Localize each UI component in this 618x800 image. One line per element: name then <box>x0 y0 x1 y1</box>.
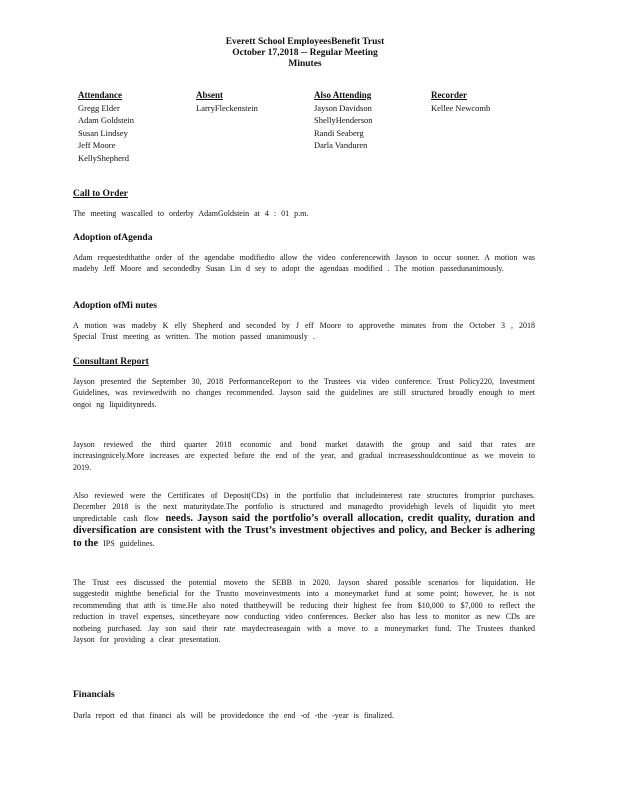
attendee-name: Susan Lindsey <box>78 127 128 138</box>
attendee-name: Jeff Moore <box>78 140 116 150</box>
title-line-1: Everett School EmployeesBenefit Trust <box>225 37 385 47</box>
adoption-agenda-heading: Adoption ofAgenda <box>73 233 153 243</box>
guest-name: Jayson Davidson <box>314 102 372 113</box>
attendance-heading: Attendance <box>78 90 122 100</box>
document-title <box>150 37 460 70</box>
absent-name: LarryFleckenstein <box>196 102 258 113</box>
adoption-agenda-text: Adam requestedthatthe order of the agendabe modifiedto allow the video conferencewith Jayson to occur sooner. A motion was madeby Jeff Moore and secondedby Susan Lin d sey to adopt the agendaas modified . The motion passedunanimously. <box>73 253 535 274</box>
guest-name: ShellyHenderson <box>314 115 373 125</box>
attendee-name: Adam Goldstein <box>78 115 134 125</box>
consultant-report-p3-b: needs. Jayson said the portfolio’s overall allocation, credit quality, duration and diversification are consistent with the Trust’s investment objectives and policy, and Becker is adhering to the <box>73 512 535 549</box>
absent-heading: Absent <box>196 90 224 100</box>
consultant-report-p4: The Trust ees discussed the potential moveto the SEBB in 2020. Jayson shared possible scenarios for liquidation. He suggestedit mightbe beneficial for the Trustto moveinvestments into a moneymarket fund at some point; however, he is not recommending that atth is time.He also noted thattheywill be reducing their highest fee from $10,000 to $7,000 to reflect the reduction in travel expenses, sincetheyare now conducting video conferences. Becker also has less to monitor as new CDs are notbeing purchased. Jay son said their rate maydecreaseagain with a move to a moneymarket fund. The Trustees thanked Jayson for providing a clear presentation. <box>73 578 535 645</box>
call-to-order-text: The meeting wascalled to orderby AdamGoldstein at 4 : 01 p.m. <box>73 209 309 218</box>
consultant-report-p3-a: Also reviewed were the Certificates of Deposit(CDs) in the portfolio that includeinterest rate structures fromprior purchases. December 2018 is the next maturitydate.The portfolio is structured and managedto providehigh levels of liquidit yto meet unpredictable cash flow <box>73 491 535 523</box>
consultant-report-p3-c: IPS guidelines. <box>103 538 155 548</box>
consultant-report-heading: Consultant Report <box>73 357 149 367</box>
adoption-minutes-text: A motion was madeby K elly Shepherd and seconded by J eff Moore to approvethe minutes from the October 3 , 2018 Special Trust meeting as written. The motion passed unanimously . <box>73 321 535 342</box>
consultant-report-p3 <box>73 490 535 550</box>
financials-text: Darla report ed that financi als will be providedonce the end -of -the -year is finalized. <box>73 711 394 720</box>
consultant-report-p1: Jayson presented the September 30, 2018 PerformanceReport to the Trustees via video conference. Trust Policy220, Investment Guidelines, was reviewedwith no changes recommended. Jayson said the guidelines are still structured broadly enough to meet ongoi ng liquidityneeds. <box>73 377 535 409</box>
financials-heading: Financials <box>73 690 115 700</box>
attendee-name: KellyShepherd <box>78 152 129 163</box>
adoption-minutes-heading: Adoption ofMi nutes <box>73 301 157 311</box>
recorder-heading: Recorder <box>431 90 467 100</box>
guest-name: Randi Seaberg <box>314 127 364 138</box>
also-attending-column <box>314 89 398 152</box>
call-to-order-heading: Call to Order <box>73 189 128 199</box>
attendance-column <box>78 89 142 164</box>
guest-name: Darla Vanduren <box>314 140 368 150</box>
attendee-name: Gregg Elder <box>78 102 120 113</box>
title-line-2: October 17,2018 -- Regular Meeting <box>232 48 378 58</box>
recorder-column <box>431 89 501 114</box>
title-line-3: Minutes <box>288 59 322 69</box>
recorder-name: Kellee Newcomb <box>431 102 491 113</box>
absent-column <box>196 89 260 114</box>
consultant-report-p2: Jayson reviewed the third quarter 2018 economic and bond market datawith the group and said that rates are increasingnicely.More increases are expected before the end of the year, and gradual increasesshouldcontinue as we movein to 2019. <box>73 440 535 472</box>
also-attending-heading: Also Attending <box>314 90 372 100</box>
attendance-block <box>78 89 548 169</box>
